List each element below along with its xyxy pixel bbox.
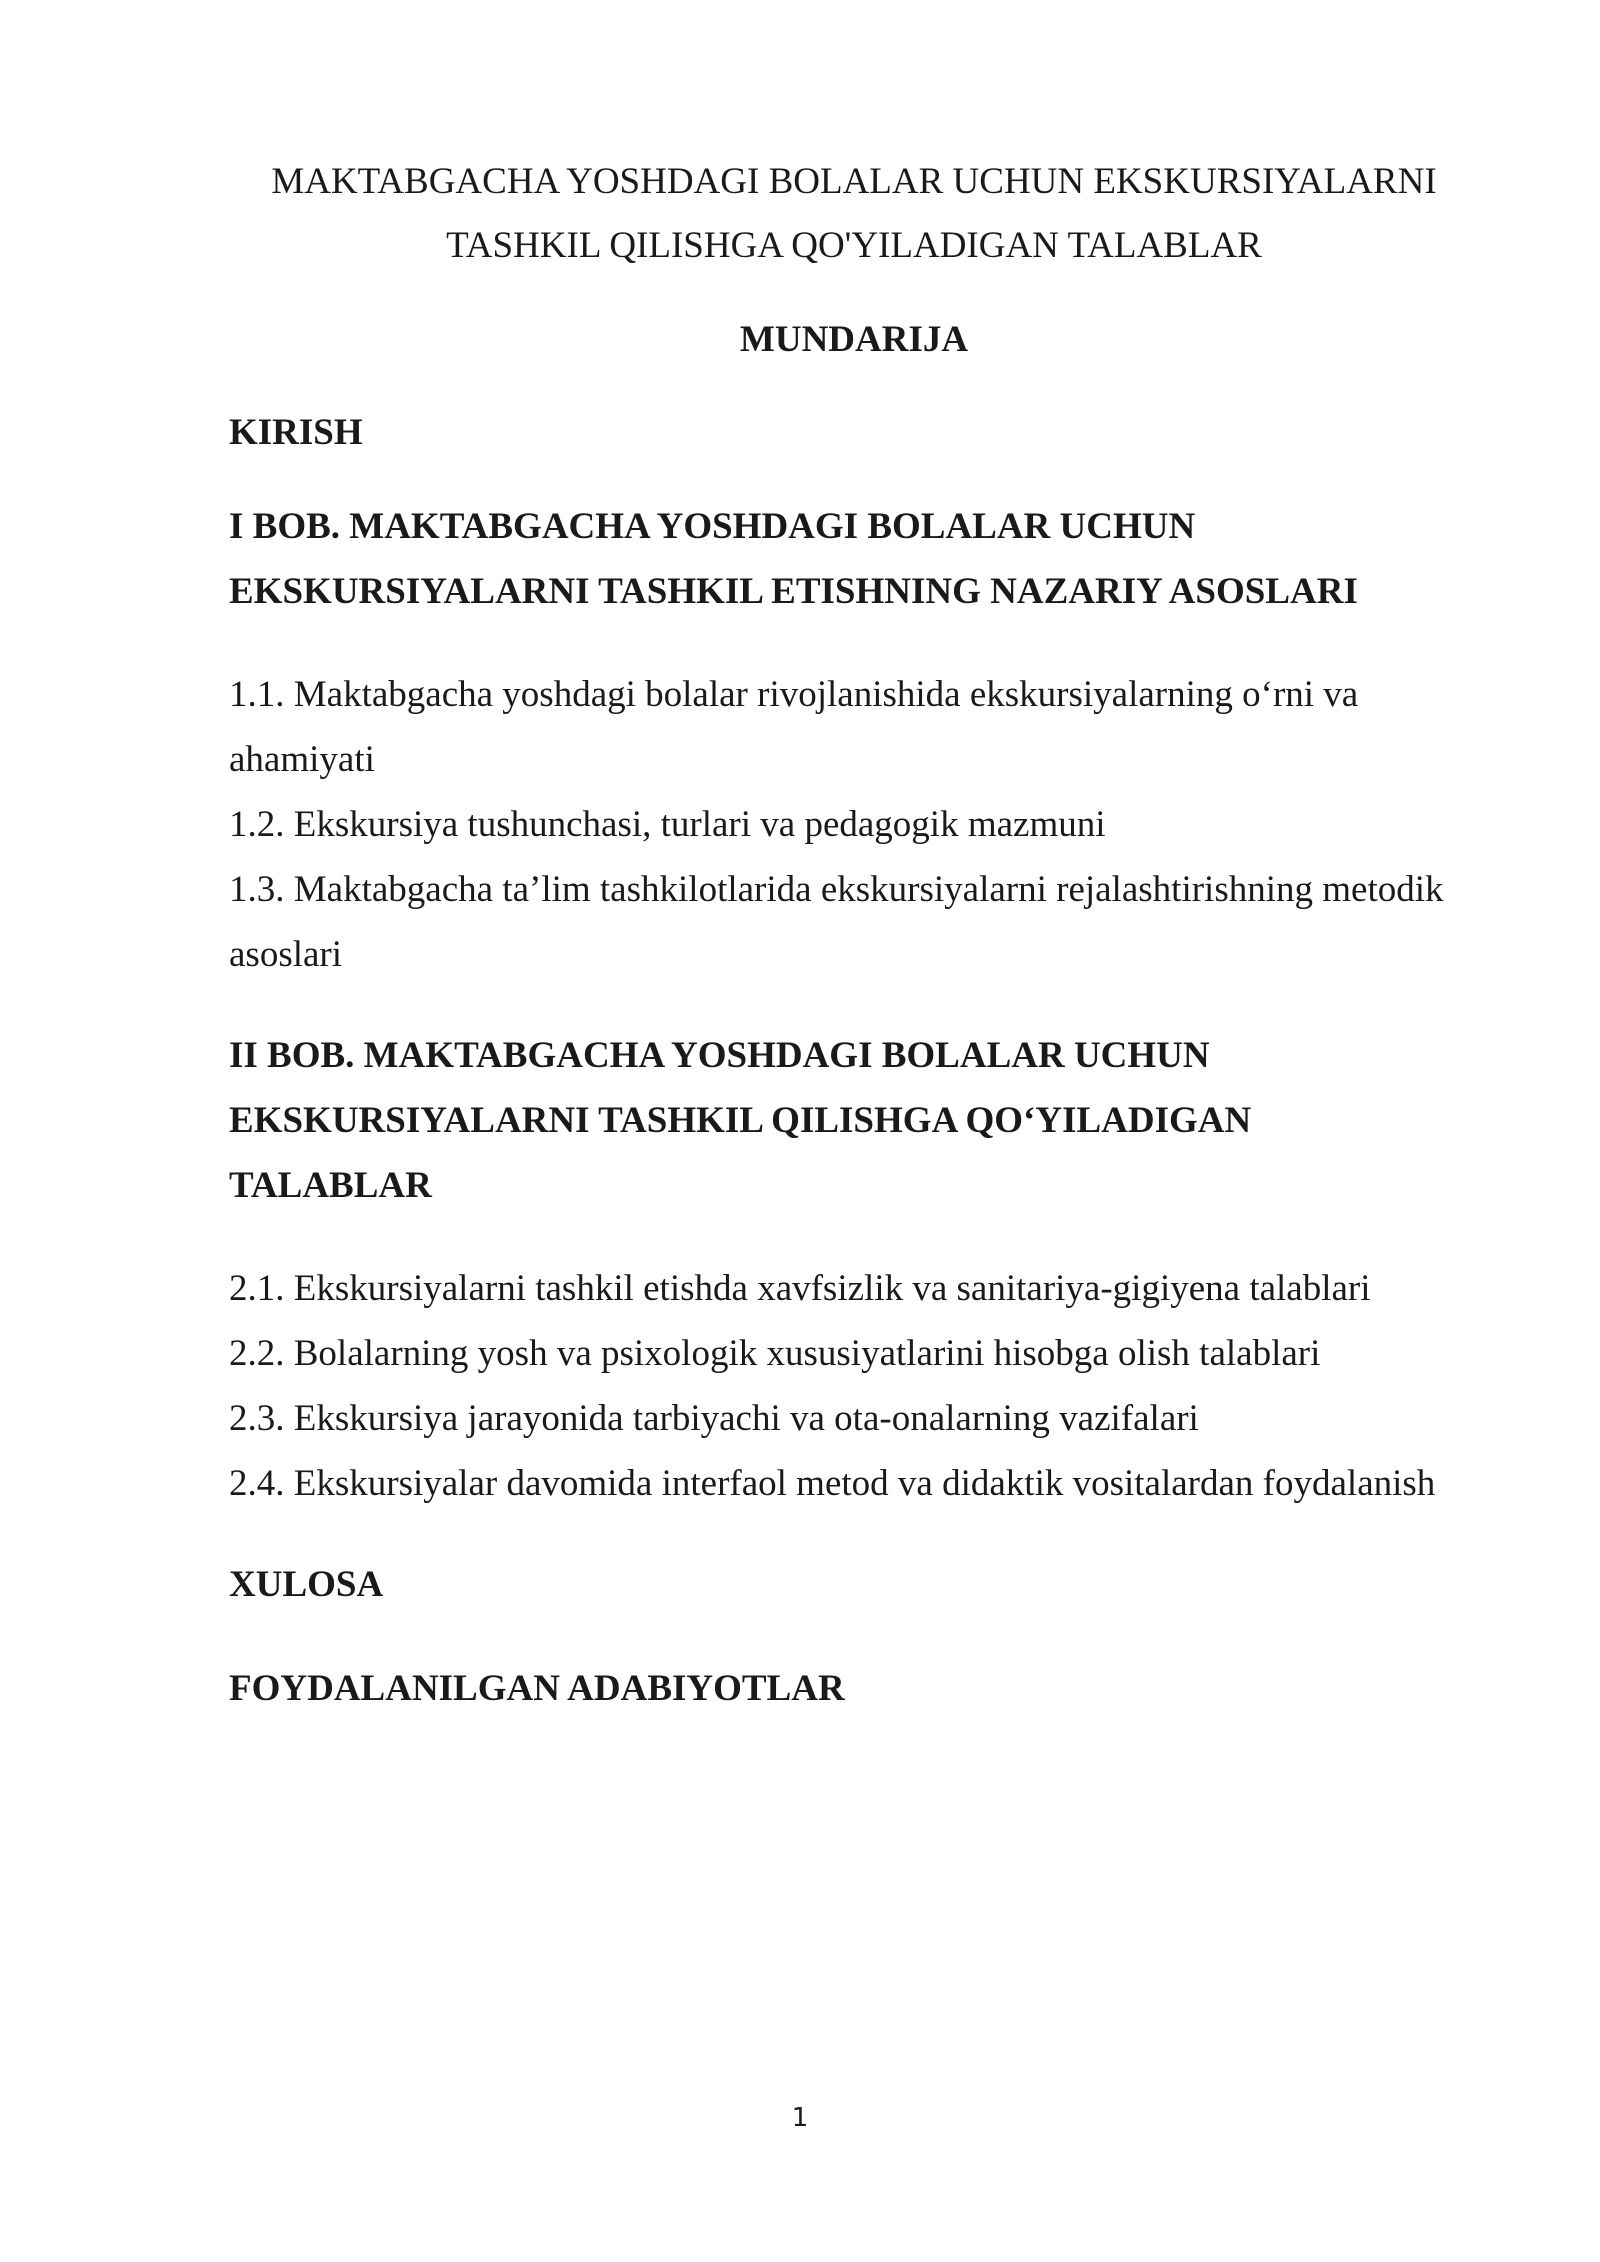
toc-entry-conclusion: XULOSA [229, 1564, 384, 1605]
toc-item-1-3-line-1: 1.3. Maktabgacha ta’lim tashkilotlarida ekskursiyalarni rejalashtirishning metodik [229, 869, 1444, 910]
toc-item-2-1: 2.1. Ekskursiyalarni tashkil etishda xavfsizlik va sanitariya-gigiyena talablari [229, 1268, 1371, 1309]
chapter-2-heading-line-2: EKSKURSIYALARNI TASHKIL QILISHGA QO‘YILADIGAN [229, 1100, 1252, 1141]
toc-item-1-1-line-2: ahamiyati [229, 739, 375, 780]
document-title-line-1: MAKTABGACHA YOSHDAGI BOLALAR UCHUN EKSKURSIYALARNI [271, 161, 1437, 202]
toc-chapter-2-heading [229, 1023, 1479, 1218]
document-title [229, 150, 1479, 278]
toc-chapter-2-items [229, 1256, 1479, 1516]
document-title-line-2: TASHKIL QILISHGA QO'YILADIGAN TALABLAR [446, 225, 1262, 266]
toc-item-2-2: 2.2. Bolalarning yosh va psixologik xususiyatlarini hisobga olish talablari [229, 1333, 1321, 1374]
toc-chapter-1-items [229, 662, 1479, 987]
toc-item-2-4: 2.4. Ekskursiyalar davomida interfaol metod va didaktik vositalardan foydalanish [229, 1463, 1436, 1504]
toc-item-1-3-line-2: asoslari [229, 934, 343, 975]
toc-entry-references: FOYDALANILGAN ADABIYOTLAR [229, 1668, 845, 1709]
toc-entry-intro: KIRISH [229, 412, 363, 453]
toc-item-2-3: 2.3. Ekskursiya jarayonida tarbiyachi va ota-onalarning vazifalari [229, 1398, 1199, 1439]
chapter-1-heading-line-2: EKSKURSIYALARNI TASHKIL ETISHNING NAZARIY ASOSLARI [229, 571, 1358, 612]
toc-item-1-2: 1.2. Ekskursiya tushunchasi, turlari va pedagogik mazmuni [229, 804, 1106, 845]
toc-heading: MUNDARIJA [739, 319, 969, 360]
toc-item-1-3 [229, 857, 1479, 987]
toc-item-1-1 [229, 662, 1479, 792]
toc-chapter-1-heading [229, 494, 1479, 624]
page-number: 1 [791, 2103, 809, 2133]
chapter-1-heading-line-1: I BOB. MAKTABGACHA YOSHDAGI BOLALAR UCHUN [229, 506, 1196, 547]
chapter-2-heading-line-3: TALABLAR [229, 1165, 432, 1206]
toc-item-1-1-line-1: 1.1. Maktabgacha yoshdagi bolalar rivojlanishida ekskursiyalarning o‘rni va [229, 674, 1359, 715]
chapter-2-heading-line-1: II BOB. MAKTABGACHA YOSHDAGI BOLALAR UCHUN [229, 1035, 1210, 1076]
